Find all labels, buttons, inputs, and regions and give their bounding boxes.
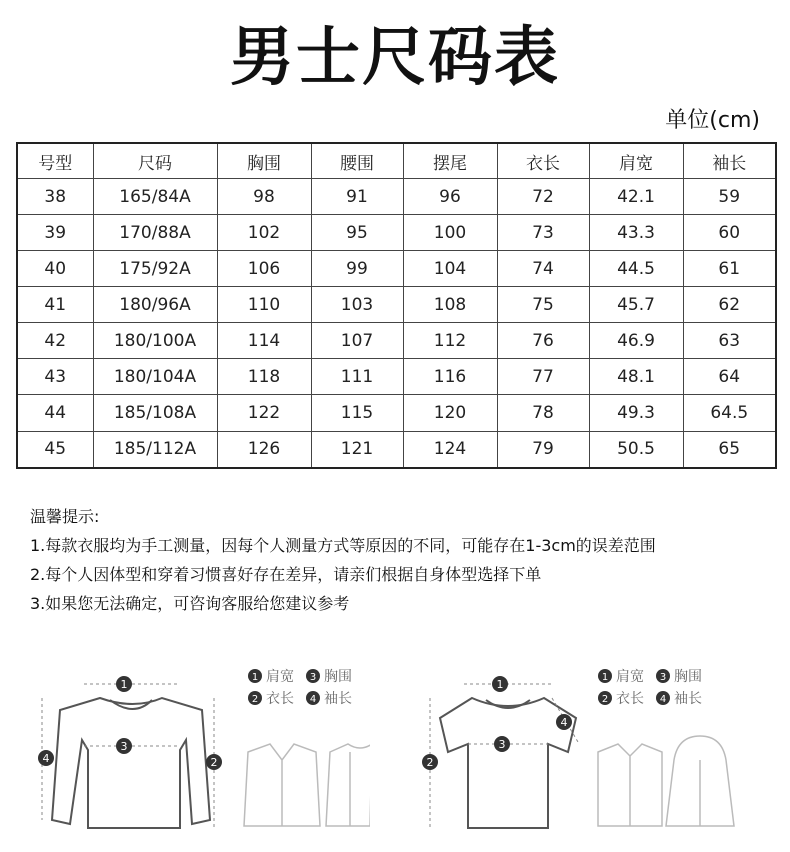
svg-text:袖长: 袖长 [324,691,352,707]
table-cell: 64.5 [683,395,776,431]
table-cell: 95 [311,215,403,251]
svg-text:4: 4 [659,694,667,705]
svg-text:1: 1 [601,672,609,683]
svg-text:1: 1 [251,672,259,683]
zip-jacket-icon [326,744,370,826]
table-cell: 62 [683,287,776,323]
header-cell: 摆尾 [403,143,497,179]
legend-block [248,669,352,707]
table-cell: 76 [497,323,589,359]
table-cell: 121 [311,431,403,468]
table-cell: 185/112A [93,431,217,468]
table-row [17,431,776,468]
table-row [17,215,776,251]
table-cell: 124 [403,431,497,468]
table-cell: 59 [683,179,776,215]
table-cell: 61 [683,251,776,287]
table-cell: 78 [497,395,589,431]
badge-1-icon [116,676,132,692]
table-row [17,179,776,215]
table-cell: 44 [17,395,93,431]
svg-text:肩宽: 肩宽 [616,669,644,685]
header-cell: 尺码 [93,143,217,179]
table-cell: 40 [17,251,93,287]
table-cell: 110 [217,287,311,323]
table-cell: 115 [311,395,403,431]
svg-text:肩宽: 肩宽 [266,669,294,685]
page-title: 男士尺码表 [230,21,560,95]
tips-heading: 温馨提示: [30,507,100,526]
tshirt-measure-figure [412,640,752,840]
table-row [17,323,776,359]
table-cell: 43 [17,359,93,395]
table-cell: 77 [497,359,589,395]
table-cell: 100 [403,215,497,251]
table-cell: 60 [683,215,776,251]
table-cell: 185/108A [93,395,217,431]
table-cell: 39 [17,215,93,251]
svg-text:4: 4 [42,752,50,765]
button-shirt-icon [598,744,662,826]
table-cell: 170/88A [93,215,217,251]
badge-4-icon [38,750,54,766]
table-cell: 106 [217,251,311,287]
header-cell: 肩宽 [589,143,683,179]
table-cell: 102 [217,215,311,251]
table-cell: 49.3 [589,395,683,431]
svg-text:4: 4 [309,694,317,705]
badge-2-icon [422,754,438,770]
table-cell: 180/96A [93,287,217,323]
table-cell: 103 [311,287,403,323]
table-cell: 38 [17,179,93,215]
hoodie-icon [666,736,734,826]
size-table [16,142,777,469]
table-row [17,251,776,287]
table-cell: 65 [683,431,776,468]
svg-text:2: 2 [251,694,259,705]
header-cell: 袖长 [683,143,776,179]
unit-label: 单位(cm) [665,108,760,133]
table-row [17,287,776,323]
table-cell: 96 [403,179,497,215]
legend-block [598,669,702,707]
badge-2-icon [206,754,222,770]
svg-text:1: 1 [120,678,128,691]
table-row [17,359,776,395]
table-cell: 112 [403,323,497,359]
tips-section [30,502,656,618]
table-cell: 45.7 [589,287,683,323]
table-cell: 114 [217,323,311,359]
table-cell: 63 [683,323,776,359]
table-cell: 44.5 [589,251,683,287]
table-cell: 98 [217,179,311,215]
table-cell: 99 [311,251,403,287]
table-cell: 79 [497,431,589,468]
badge-3-icon [494,736,510,752]
table-cell: 122 [217,395,311,431]
table-cell: 42 [17,323,93,359]
svg-text:3: 3 [120,740,128,753]
svg-text:4: 4 [560,716,568,729]
longsleeve-shirt-icon [52,698,210,828]
header-cell: 胸围 [217,143,311,179]
tip-item: 1.每款衣服均为手工测量，因每个人测量方式等原因的不同，可能存在1-3cm的误差范围 [30,536,656,555]
table-cell: 75 [497,287,589,323]
table-cell: 116 [403,359,497,395]
tip-item: 3.如果您无法确定，可咨询客服给您建议参考 [30,594,350,613]
svg-text:2: 2 [210,756,218,769]
table-cell: 120 [403,395,497,431]
tshirt-icon [440,698,576,828]
longsleeve-measure-figure [30,640,370,840]
badge-3-icon [116,738,132,754]
table-cell: 72 [497,179,589,215]
table-cell: 91 [311,179,403,215]
table-cell: 107 [311,323,403,359]
svg-text:袖长: 袖长 [674,691,702,707]
table-cell: 46.9 [589,323,683,359]
table-cell: 43.3 [589,215,683,251]
table-cell: 41 [17,287,93,323]
svg-text:衣长: 衣长 [616,691,644,707]
header-cell: 号型 [17,143,93,179]
badge-4-icon [556,714,572,730]
table-cell: 175/92A [93,251,217,287]
table-cell: 180/100A [93,323,217,359]
header-cell: 衣长 [497,143,589,179]
table-cell: 64 [683,359,776,395]
svg-text:2: 2 [601,694,609,705]
svg-text:胸围: 胸围 [324,669,352,685]
table-cell: 111 [311,359,403,395]
table-cell: 74 [497,251,589,287]
table-cell: 45 [17,431,93,468]
svg-text:胸围: 胸围 [674,669,702,685]
svg-text:3: 3 [498,738,506,751]
table-cell: 42.1 [589,179,683,215]
table-cell: 50.5 [589,431,683,468]
header-cell: 腰围 [311,143,403,179]
svg-text:衣长: 衣长 [266,691,294,707]
badge-1-icon [492,676,508,692]
table-cell: 126 [217,431,311,468]
table-cell: 118 [217,359,311,395]
table-cell: 108 [403,287,497,323]
svg-text:2: 2 [426,756,434,769]
tip-item: 2.每个人因体型和穿着习惯喜好存在差异，请亲们根据自身体型选择下单 [30,565,542,584]
svg-text:1: 1 [496,678,504,691]
table-cell: 73 [497,215,589,251]
table-body [17,179,776,469]
svg-text:3: 3 [309,672,317,683]
table-cell: 48.1 [589,359,683,395]
svg-text:3: 3 [659,672,667,683]
table-row [17,395,776,431]
table-header-row [17,143,776,179]
table-cell: 165/84A [93,179,217,215]
table-cell: 180/104A [93,359,217,395]
table-cell: 104 [403,251,497,287]
suit-jacket-icon [244,744,320,826]
